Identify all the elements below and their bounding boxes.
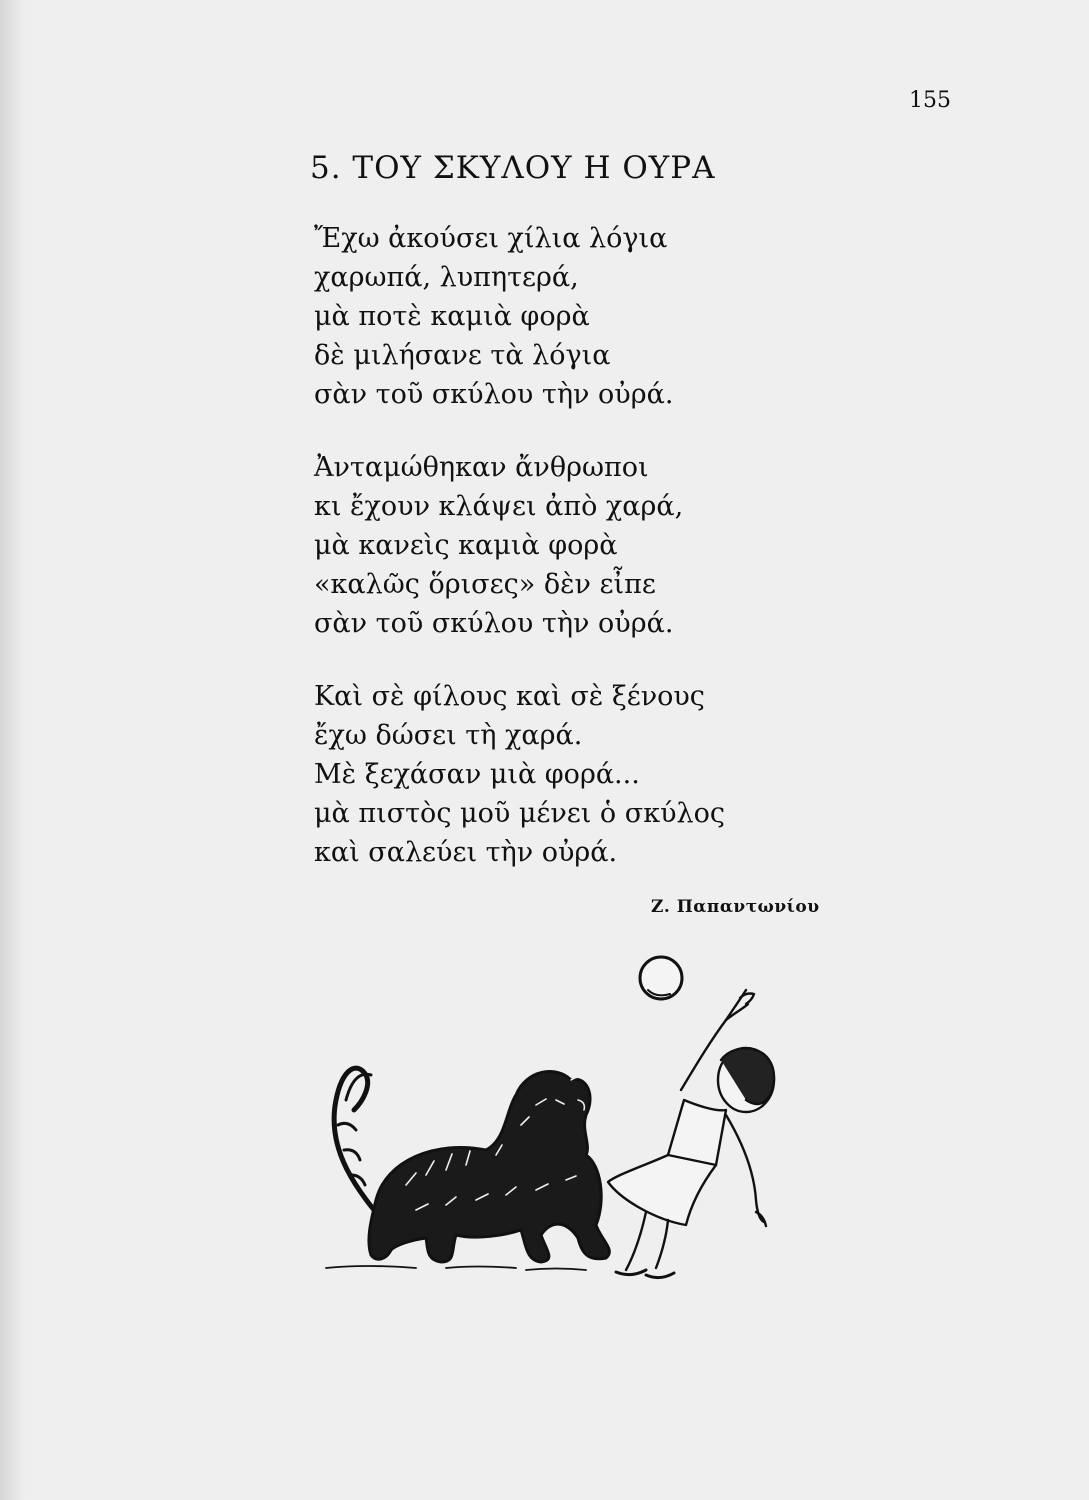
poem-line: Ἀνταμώθηκαν ἄνθρωποι [314,452,649,483]
poem-line: δὲ μιλήσανε τὰ λόγια [314,340,611,371]
page-gutter-shadow [0,0,26,1500]
poem-line: μὰ ποτὲ καμιὰ φορὰ [314,301,590,332]
poem-line: Καὶ σὲ φίλους καὶ σὲ ξένους [314,681,705,712]
poem-line: ἔχω δώσει τὴ χαρά. [314,720,583,751]
poem-title: 5. ΤΟΥ ΣΚΥΛΟΥ Η ΟΥΡΑ [310,150,716,186]
page-number: 155 [909,88,951,113]
poem-line: «καλῶς ὅρισες» δὲν εἶπε [314,569,656,600]
poem-line: σὰν τοῦ σκύλου τὴν οὐρά. [314,608,674,639]
poem-line: Ἔχω ἀκούσει χίλια λόγια [314,223,668,254]
dog-and-girl-illustration [316,950,796,1290]
girl-drawing [608,990,774,1278]
stanza-2 [314,448,683,643]
ball-drawing [640,957,682,999]
poem-line: κι ἔχουν κλάψει ἀπὸ χαρά, [314,491,684,522]
poem-line: χαρωπά, λυπητερά, [314,262,579,293]
poem-line: καὶ σαλεύει τὴν οὐρά. [314,837,618,868]
stanza-3 [314,677,725,872]
ground-strokes-drawing [326,1266,586,1270]
stanza-1 [314,219,673,414]
poem-line: μὰ πιστὸς μοῦ μένει ὁ σκύλος [314,798,725,829]
poem-line: Μὲ ξεχάσαν μιὰ φορά... [314,759,640,790]
dog-body-drawing [369,1072,609,1262]
poem-line: μὰ κανεὶς καμιὰ φορὰ [314,530,618,561]
poem-line: σὰν τοῦ σκύλου τὴν οὐρά. [314,379,674,410]
poem-author: Ζ. Παπαντωνίου [651,897,820,917]
